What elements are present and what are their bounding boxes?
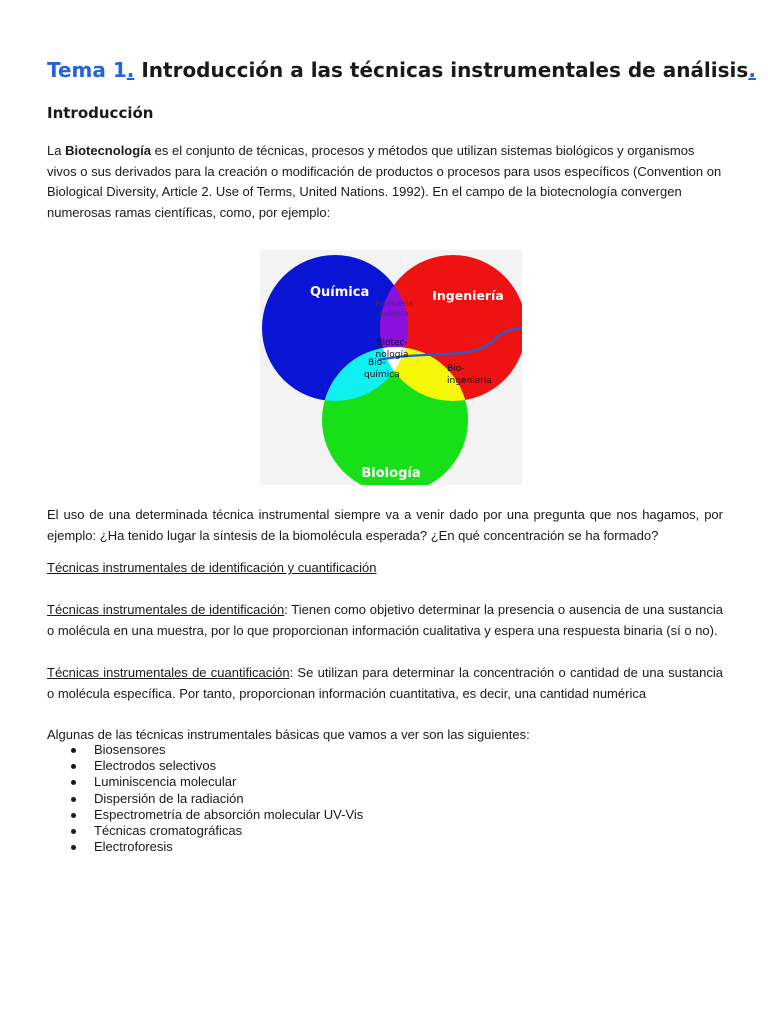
list-item: Espectrometría de absorción molecular UV-Vis [70, 807, 363, 823]
techniques-intro: Algunas de las técnicas instrumentales básicas que vamos a ver son las siguientes: [47, 727, 530, 742]
title-end-mark: . [748, 58, 756, 82]
list-item: Electroforesis [70, 839, 363, 855]
list-item: Dispersión de la radiación [70, 791, 363, 807]
title-separator: . [126, 58, 135, 82]
list-item: Biosensores [70, 742, 363, 758]
identification-label: Técnicas instrumentales de identificación [47, 602, 285, 617]
label-biotecnologia-1: Biotec- [376, 338, 408, 348]
label-bioquimica-2: química [364, 370, 400, 380]
techniques-list [70, 742, 363, 855]
list-item: Luminiscencia molecular [70, 774, 363, 790]
list-item: Técnicas cromatográficas [70, 823, 363, 839]
venn-diagram [260, 250, 522, 485]
label-bioingenieria-2: ingeniería [447, 376, 492, 386]
list-item: Electrodos selectivos [70, 758, 363, 774]
quantification-paragraph [47, 663, 723, 704]
label-ingenieria-quimica-2: química [379, 309, 409, 318]
intro-text-start: La [47, 143, 66, 158]
intro-paragraph [47, 141, 723, 223]
label-ingenieria-quimica-1: Ingeniería [375, 299, 413, 308]
quantification-label: Técnicas instrumentales de cuantificación [47, 665, 290, 680]
label-biologia: Biología [361, 466, 421, 481]
title-topic-number: Tema 1 [47, 58, 127, 82]
label-bioingenieria-1: Bio- [447, 364, 465, 374]
label-biotecnologia-2: nología [375, 350, 409, 360]
intro-text-rest: es el conjunto de técnicas, procesos y métodos que utilizan sistemas biológicos y organismos vivos o sus derivados para la creación o modificación de productos o procesos para usos específicos (Convention on Biological Diversity, Article 2. Use of Terms, United Nations. 1992). En el campo de la biotecnología convergen numerosas ramas científicas, como, por ejemplo: [47, 143, 722, 220]
page-title [47, 58, 756, 82]
section-heading: Técnicas instrumentales de identificación y cuantificación [47, 560, 377, 575]
quantification-text: : Se utilizan para determinar la concentración o cantidad de una sustancia o molécula específica. Por tanto, proporcionan información cuantitativa, es decir, una cantidad numérica [47, 665, 724, 701]
identification-paragraph [47, 600, 723, 641]
label-bioquimica-1: Bio- [368, 358, 386, 368]
intro-heading: Introducción [47, 104, 154, 122]
identification-text: : Tienen como objetivo determinar la presencia o ausencia de una sustancia o molécula en una muestra, por lo que proporcionan información cualitativa y espera una respuesta binaria (sí o no). [47, 602, 723, 638]
label-ingenieria: Ingeniería [432, 288, 504, 303]
title-text: Introducción a las técnicas instrumentales de análisis [134, 58, 749, 82]
intro-term-biotecnologia: Biotecnología [65, 143, 152, 158]
label-quimica: Química [310, 285, 370, 300]
question-paragraph: El uso de una determinada técnica instrumental siempre va a venir dado por una pregunta que nos hagamos, por ejemplo: ¿Ha tenido lugar la síntesis de la biomolécula esperada? ¿En qué concentración se ha formado? [47, 507, 723, 543]
